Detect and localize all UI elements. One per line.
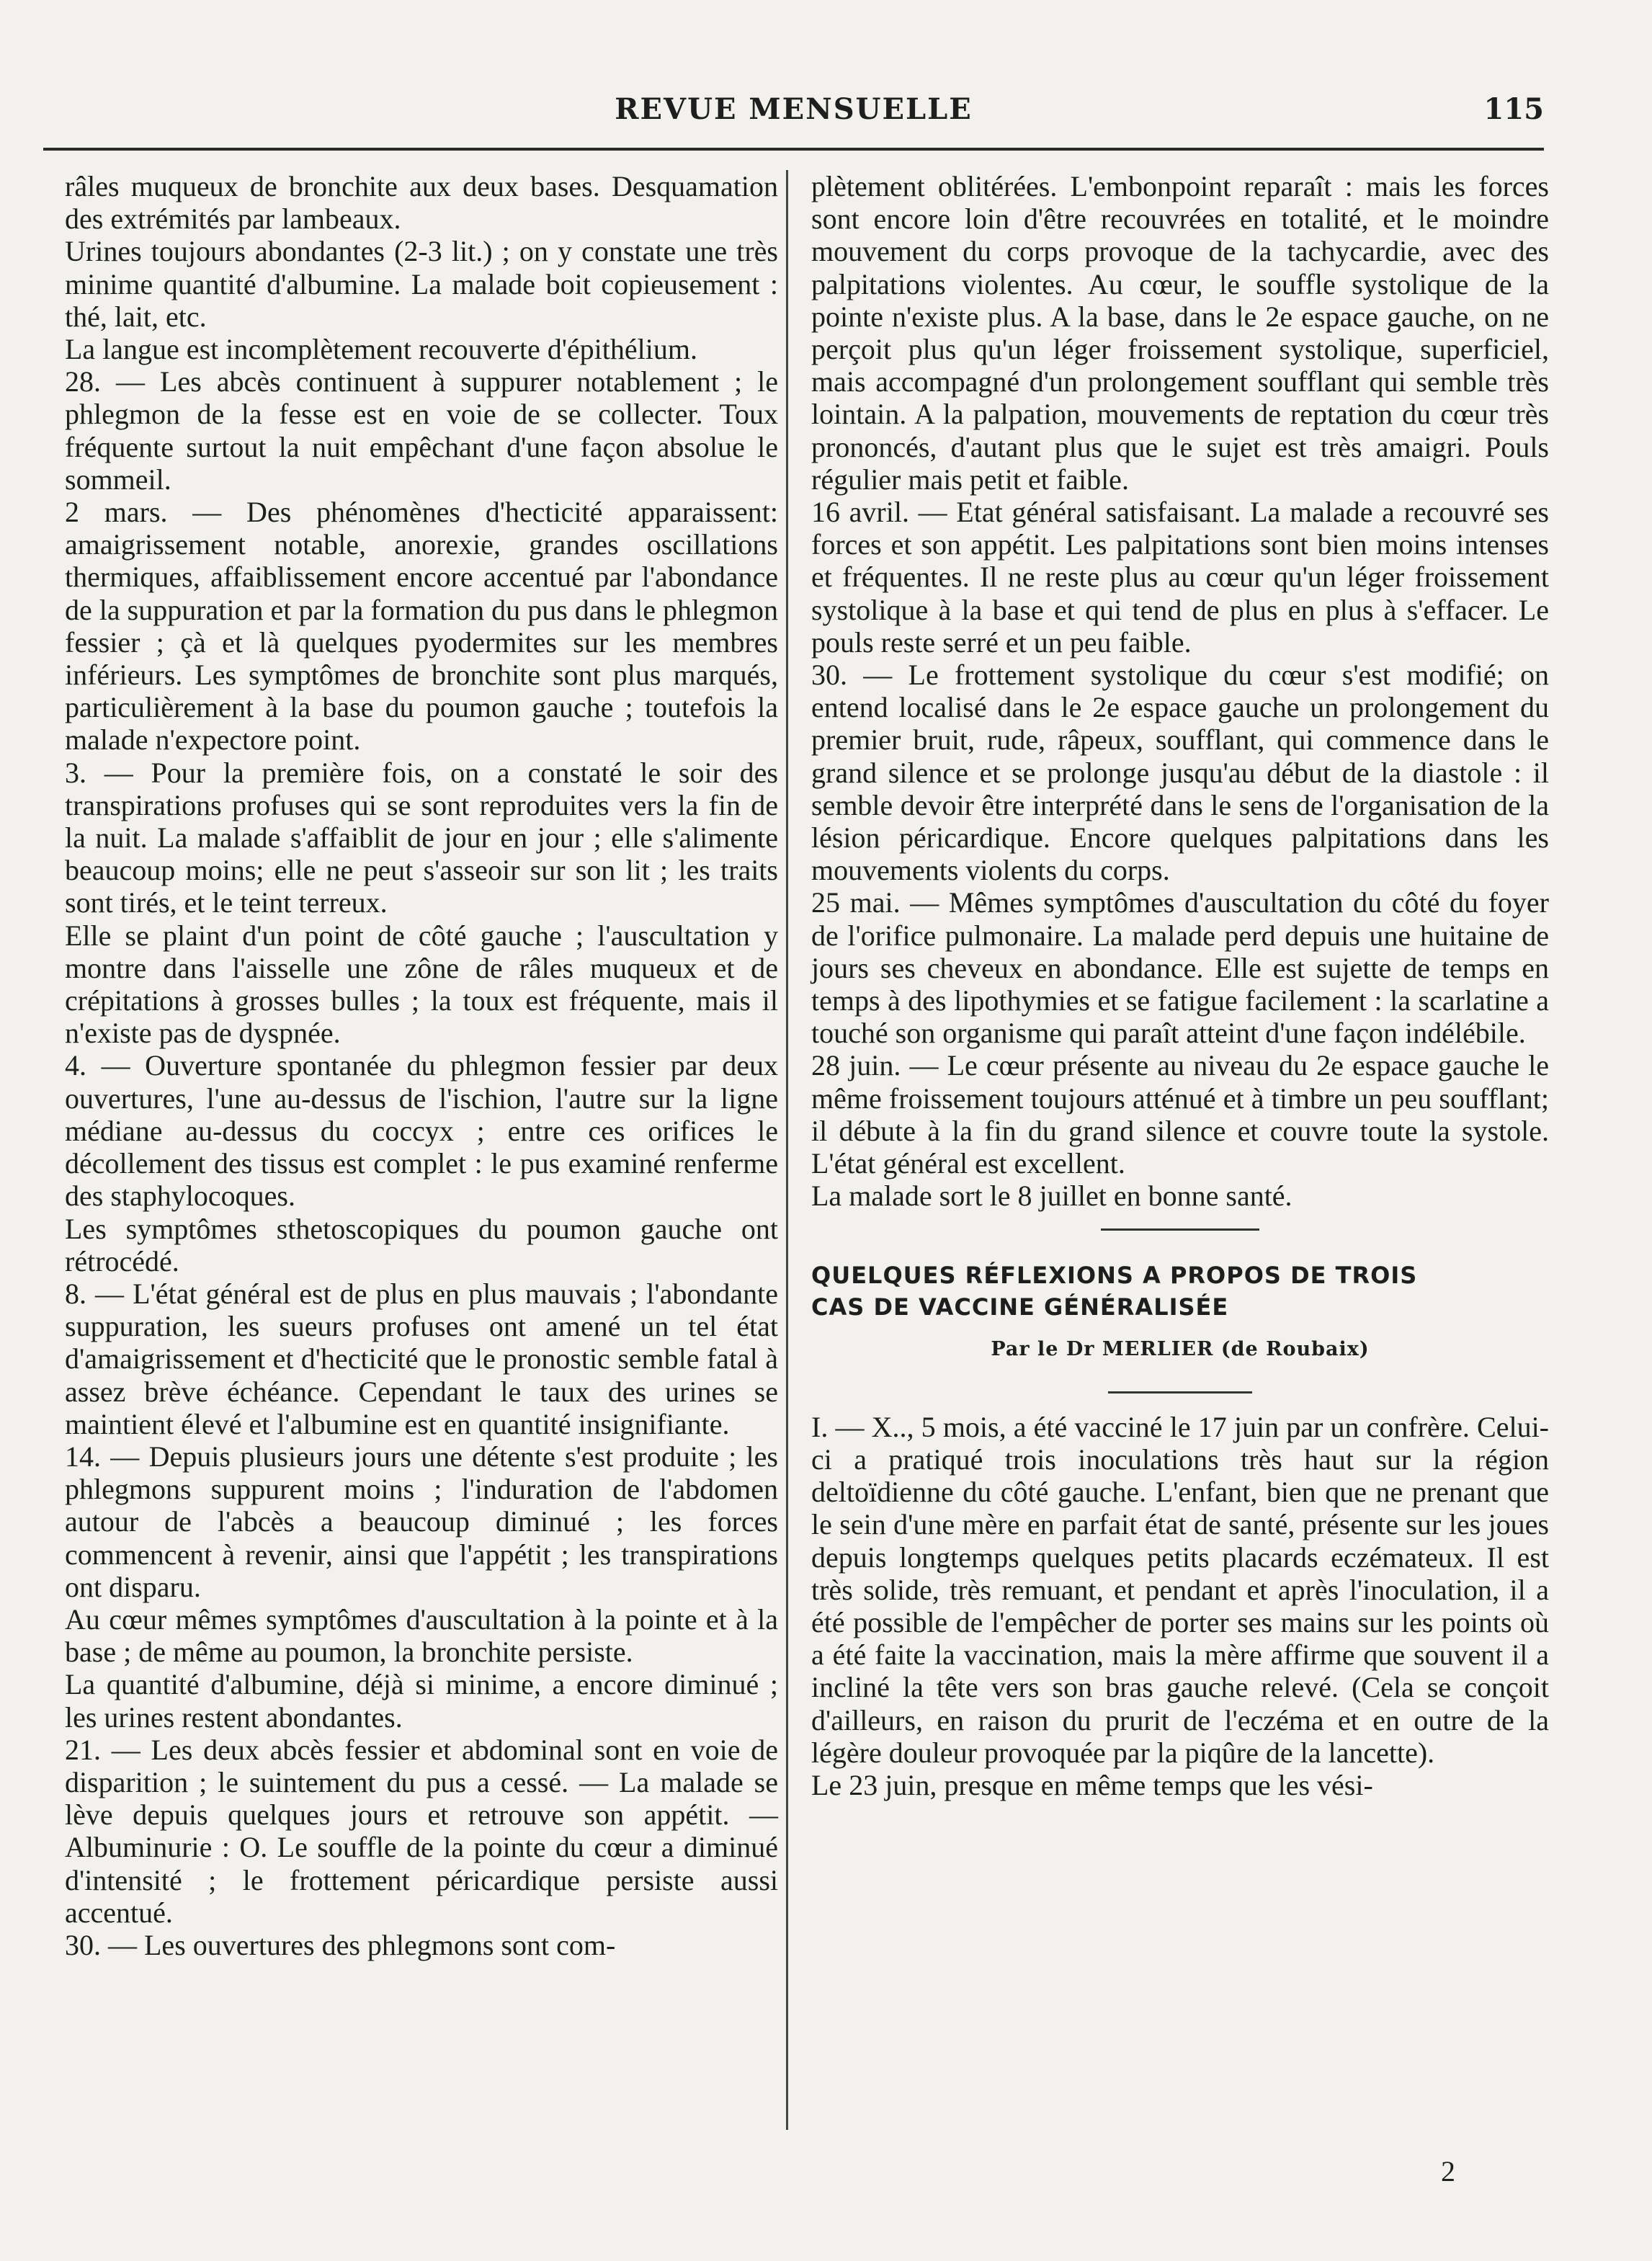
header-rule bbox=[43, 148, 1544, 151]
paragraph: râles muqueux de bronchite aux deux bases. Desquamation des extrémités par lambeaux. bbox=[65, 170, 778, 236]
page-number: 115 bbox=[1483, 92, 1544, 126]
paragraph: 14. — Depuis plusieurs jours une détente s'est produite ; les phlegmons suppurent moins ; l'induration de l'abdomen autour de l'abcès a beaucoup diminué ; les forces commencent à revenir, ainsi que l'appétit ; les transpirations ont disparu. bbox=[65, 1440, 778, 1603]
paragraph: 4. — Ouverture spontanée du phlegmon fessier par deux ouvertures, l'une au-dessus de l'ischion, l'autre sur la ligne médiane au-dessus du coccyx ; entre ces orifices le décollement des tissus est complet : le pus examiné renferme des staphylocoques. bbox=[65, 1049, 778, 1213]
paragraph: Les symptômes sthetoscopiques du poumon gauche ont rétrocédé. bbox=[65, 1212, 778, 1277]
article-author: Par le Dr MERLIER (de Roubaix) bbox=[991, 1337, 1370, 1360]
signature-mark: 2 bbox=[1441, 2155, 1455, 2188]
paragraph: 30. — Les ouvertures des phlegmons sont com- bbox=[65, 1928, 616, 1961]
article-title: CAS DE VACCINE GÉNÉRALISÉE bbox=[811, 1293, 1229, 1321]
right-column bbox=[811, 170, 1549, 1801]
paragraph: 3. — Pour la première fois, on a constaté le soir des transpirations profuses qui se sont reproduites vers la fin de la nuit. La malade s'affaiblit de jour en jour ; elle s'alimente beaucoup moins; elle ne peut s'asseoir sur son lit ; les traits sont tirés, et le teint terreux. bbox=[65, 756, 778, 919]
paragraph: plètement oblitérées. L'embonpoint reparaît : mais les forces sont encore loin d'être recouvrées en totalité, et le moindre mouvement du corps provoque de la tachycardie, avec des palpitations violentes. Au cœur, le souffle systolique de la pointe n'existe plus. A la base, dans le 2e espace gauche, on ne perçoit plus qu'un léger froissement systolique, superficiel, mais accompagné d'un prolongement soufflant qui semble très lointain. A la palpation, mouvements de reptation du cœur très prononcés, d'autant plus que le sujet est très amaigri. Pouls régulier mais petit et faible. bbox=[811, 170, 1549, 496]
paragraph: I. — X.., 5 mois, a été vacciné le 17 juin par un confrère. Celui-ci a pratiqué trois inoculations très haut sur la région deltoïdienne du côté gauche. L'enfant, bien que ne prenant que le sein d'une mère en parfait état de santé, présente sur les joues depuis longtemps quelques petits placards eczémateux. Il est très solide, très remuant, et pendant et après l'inoculation, il a été possible de l'empêcher de porter ses mains sur les points où a été faite la vaccination, mais la mère affirme que souvent il a incliné la tête vers son bras gauche relevé. (Cela se conçoit d'ailleurs, en raison du prurit de l'eczéma et en outre de la légère douleur provoquée par la piqûre de la lancette). bbox=[811, 1410, 1549, 1769]
running-head bbox=[43, 85, 1544, 135]
paragraph: 16 avril. — Etat général satisfaisant. La malade a recouvré ses forces et son appétit. Les palpitations sont bien moins intenses et fréquentes. Il ne reste plus au cœur qu'un léger froissement systolique à la base et qui tend de plus en plus à s'effacer. Le pouls reste serré et un peu faible. bbox=[811, 496, 1549, 659]
paragraph: 21. — Les deux abcès fessier et abdominal sont en voie de disparition ; le suintement du pus a cessé. — La malade se lève depuis quelques jours et retrouve son appétit. — Albuminurie : O. Le souffle de la pointe du cœur a diminué d'intensité ; le frottement péricardique persiste aussi accentué. bbox=[65, 1733, 778, 1929]
paragraph: 25 mai. — Mêmes symptômes d'auscultation du côté du foyer de l'orifice pulmonaire. La malade perd depuis une huitaine de jours ses cheveux en abondance. Elle est sujette de temps en temps à des lipothymies et se fatigue facilement : la scarlatine a touché son organisme qui paraît atteint d'une façon indélébile. bbox=[811, 886, 1549, 1050]
paragraph: 8. — L'état général est de plus en plus mauvais ; l'abondante suppuration, les sueurs profuses ont amené un tel état d'amaigrissement et d'hecticité que le pronostic semble fatal à assez brève échéance. Cependant le taux des urines se maintient élevé et l'albumine est en quantité insignifiante. bbox=[65, 1277, 778, 1440]
paragraph: La malade sort le 8 juillet en bonne santé. bbox=[811, 1179, 1292, 1213]
paragraph: La quantité d'albumine, déjà si minime, a encore diminué ; les urines restent abondantes. bbox=[65, 1668, 778, 1734]
paragraph: La langue est incomplètement recouverte d'épithélium. bbox=[65, 333, 697, 366]
paragraph: 2 mars. — Des phénomènes d'hecticité apparaissent: amaigrissement notable, anorexie, grandes oscillations thermiques, affaiblissement encore accentué par l'abondance de la suppuration et par la formation du pus dans le phlegmon fessier ; çà et là quelques pyodermites sur les membres inférieurs. Les symptômes de bronchite sont plus marqués, particulièrement à la base du poumon gauche ; toutefois la malade n'expectore point. bbox=[65, 496, 778, 757]
paragraph: Elle se plaint d'un point de côté gauche ; l'auscultation y montre dans l'aisselle une zône de râles muqueux et de crépitations à grosses bulles ; la toux est fréquente, mais il n'existe pas de dyspnée. bbox=[65, 919, 778, 1050]
paragraph: 28. — Les abcès continuent à suppurer notablement ; le phlegmon de la fesse est en voie de se collecter. Toux fréquente surtout la nuit empêchant d'une façon absolue le sommeil. bbox=[65, 365, 778, 496]
left-column bbox=[65, 170, 778, 1961]
section-separator bbox=[1101, 1228, 1259, 1231]
journal-title: REVUE MENSUELLE bbox=[615, 92, 973, 126]
paragraph: Urines toujours abondantes (2-3 lit.) ; on y constate une très minime quantité d'albumine. La malade boit copieusement : thé, lait, etc. bbox=[65, 235, 778, 333]
paragraph: 30. — Le frottement systolique du cœur s'est modifié; on entend localisé dans le 2e espace gauche un prolongement du premier bruit, rude, râpeux, soufflant, qui commence dans le grand silence et se prolonge jusqu'au début de la diastole : il semble devoir être interprété dans le sens de l'organisation de la lésion péricardique. Encore quelques palpitations dans les mouvements violents du corps. bbox=[811, 659, 1549, 887]
author-rule bbox=[1108, 1391, 1252, 1393]
paragraph: Au cœur mêmes symptômes d'auscultation à la pointe et à la base ; de même au poumon, la bronchite persiste. bbox=[65, 1602, 778, 1669]
article-title: QUELQUES RÉFLEXIONS A PROPOS DE TROIS bbox=[811, 1261, 1418, 1289]
paragraph: Le 23 juin, presque en même temps que les vési- bbox=[811, 1768, 1373, 1801]
paragraph: 28 juin. — Le cœur présente au niveau du 2e espace gauche le même froissement toujours atténué et à timbre un peu soufflant; il débute à la fin du grand silence et couvre toute la systole. L'état général est excellent. bbox=[811, 1049, 1549, 1180]
column-divider bbox=[786, 170, 788, 2130]
